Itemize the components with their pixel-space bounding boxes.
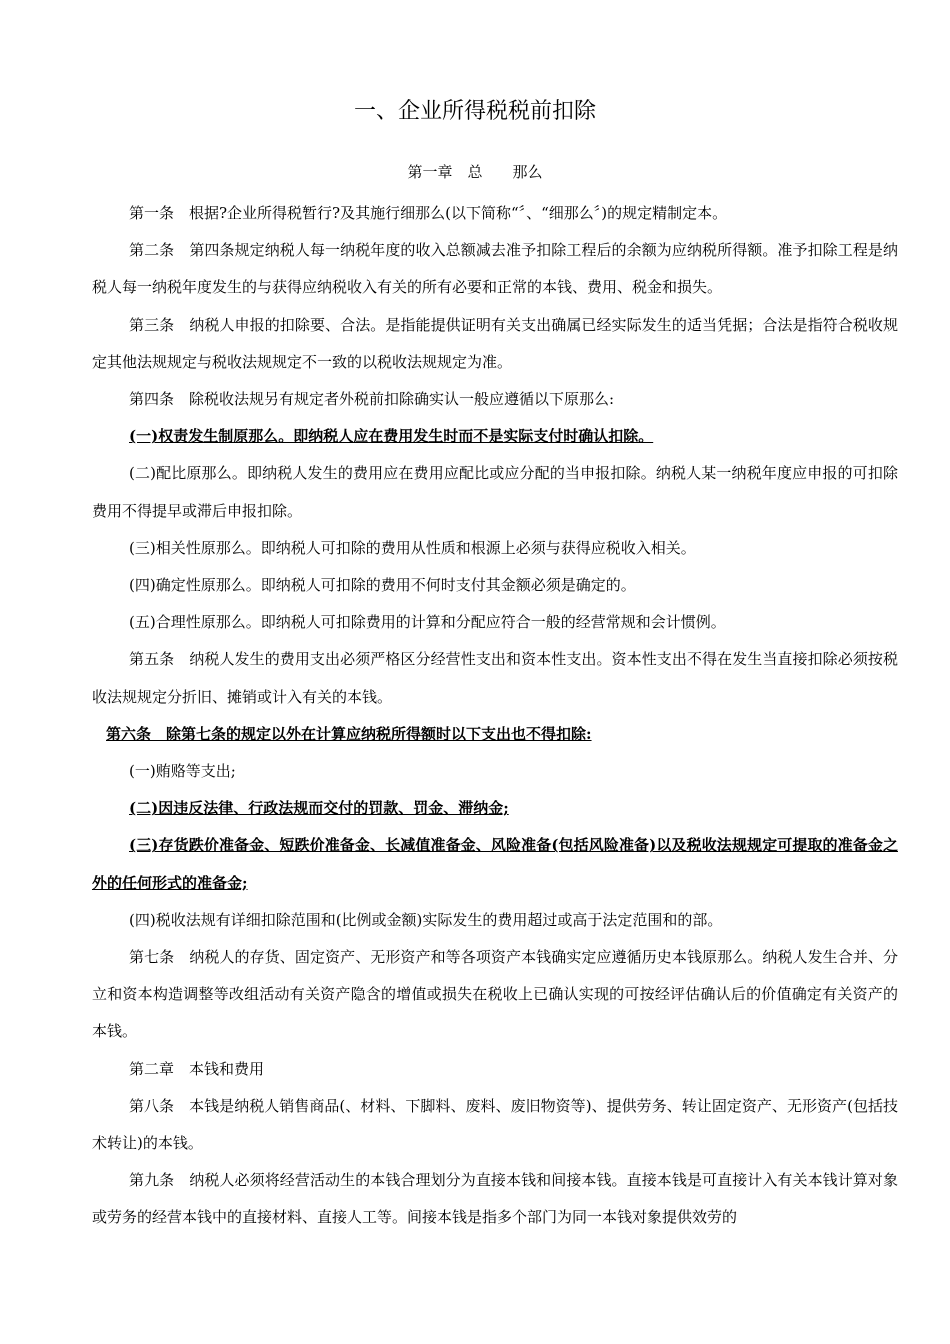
article-3: 第三条 纳税人申报的扣除要、合法。是指能提供证明有关支出确属已经实际发生的适当凭据；合法是指符合税收规定其他法规规定与税收法规规定不一致的以税收法规规定为准。 bbox=[92, 315, 898, 371]
article-2: 第二条 第四条规定纳税人每一纳税年度的收入总额减去准予扣除工程后的余额为应纳税所得额。准予扣除工程是纳税人每一纳税年度发生的与获得应纳税收入有关的所有必要和正常的本钱、费用、税金和损失。 bbox=[92, 241, 898, 297]
article-1: 第一条 根据?企业所得税暂行?及其施行细那么(以下简称“〞、“细那么〞)的规定精制定本。 bbox=[129, 204, 728, 222]
article-6-item-3-text: (三)存货跌价准备金、短跌价准备金、长减值准备金、风险准备(包括风险准备)以及税收法规规定可提取的准备金之外的任何形式的准备金; bbox=[92, 836, 898, 892]
article-4: 第四条 除税收法规另有规定者外税前扣除确实认一般应遵循以下原那么: bbox=[129, 390, 615, 409]
article-6-item-4: (四)税收法规有详细扣除范围和(比例或金额)实际发生的费用超过或高于法定范围和的部。 bbox=[129, 910, 723, 929]
article-6-item-1: (一)贿赂等支出; bbox=[129, 762, 236, 781]
document-body bbox=[92, 195, 898, 1237]
article-6 bbox=[92, 716, 898, 753]
principle-matching: (二)配比原那么。即纳税人发生的费用应在费用应配比或应分配的当申报扣除。纳税人某一纳税年度应申报的可扣除费用不得提早或滞后申报扣除。 bbox=[92, 464, 898, 520]
article-6-item-2 bbox=[92, 790, 898, 827]
principle-accrual bbox=[92, 418, 898, 455]
principle-reasonableness: (五)合理性原那么。即纳税人可扣除费用的计算和分配应符合一般的经营常规和会计惯例。 bbox=[129, 613, 726, 632]
article-6-item-3 bbox=[92, 827, 898, 901]
chapter-1-heading: 第一章 总 那么 bbox=[407, 163, 543, 181]
document-title: 一、企业所得税税前扣除 bbox=[353, 99, 596, 124]
chapter-2-heading: 第二章 本钱和费用 bbox=[129, 1059, 265, 1078]
principle-certainty: (四)确定性原那么。即纳税人可扣除的费用不何时支付其金额必须是确定的。 bbox=[129, 576, 636, 595]
principle-accrual-text: (一)权责发生制原那么。即纳税人应在费用发生时而不是实际支付时确认扣除。 bbox=[129, 427, 654, 446]
article-8: 第八条 本钱是纳税人销售商品(、材料、下脚料、废料、废旧物资等)、提供劳务、转让固定资产、无形资产(包括技术转让)的本钱。 bbox=[92, 1096, 898, 1153]
principle-relevance: (三)相关性原那么。即纳税人可扣除的费用从性质和根源上必须与获得应税收入相关。 bbox=[129, 538, 696, 557]
article-6-item-2-text: (二)因违反法律、行政法规而交付的罚款、罚金、滞纳金; bbox=[129, 799, 509, 818]
article-7: 第七条 纳税人的存货、固定资产、无形资产和等各项资产本钱确实定应遵循历史本钱原那么。纳税人发生合并、分立和资本构造调整等改组活动有关资产隐含的增值或损失在税收上已确认实现的可按经评估确认后的价值确定有关资产的本钱。 bbox=[92, 948, 898, 1041]
article-6-text: 第六条 除第七条的规定以外在计算应纳税所得额时以下支出也不得扣除: bbox=[106, 724, 592, 743]
article-5: 第五条 纳税人发生的费用支出必须严格区分经营性支出和资本性支出。资本性支出不得在发生当直接扣除必须按税收法规规定分折旧、摊销或计入有关的本钱。 bbox=[92, 650, 898, 706]
article-9: 第九条 纳税人必须将经营活动生的本钱合理划分为直接本钱和间接本钱。直接本钱是可直接计入有关本钱计算对象或劳务的经营本钱中的直接材料、直接人工等。间接本钱是指多个部门为同一本钱对象提供效劳的 bbox=[92, 1171, 898, 1227]
